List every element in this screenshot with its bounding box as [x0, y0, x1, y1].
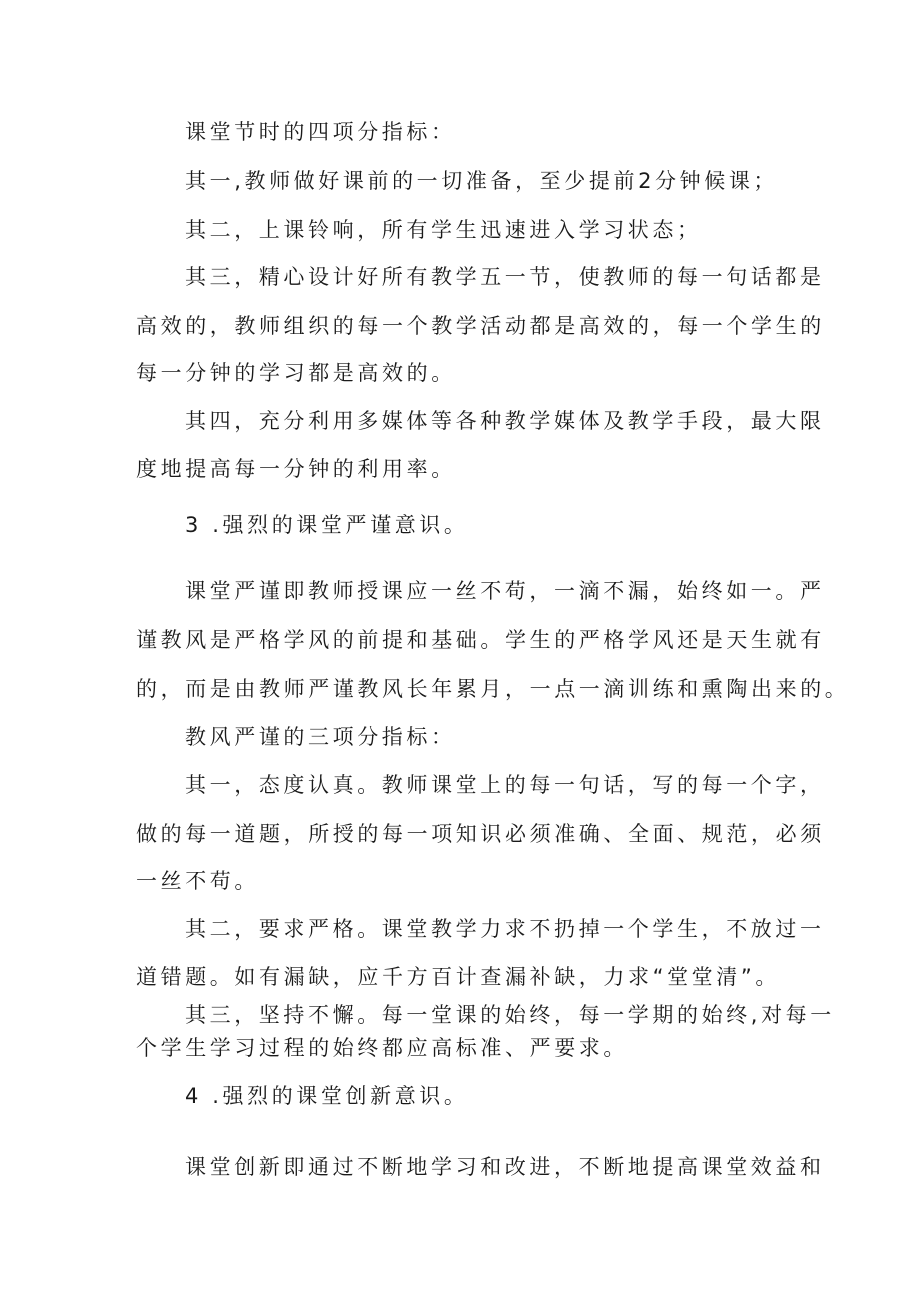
paragraph-line: 其二，上课铃响，所有学生迅速进入学习状态；: [185, 218, 702, 242]
paragraph-line: 其一,教师做好课前的一切准备，至少提前2分钟候课；: [185, 169, 779, 193]
paragraph-line: 其三，坚持不懈。每一堂课的始终，每一学期的始终,对每一: [185, 1003, 835, 1027]
paragraph-line: 度地提高每一分钟的利用率。: [136, 457, 456, 481]
paragraph-line: 每一分钟的学习都是高效的。: [136, 361, 456, 385]
paragraph-line: 高效的，教师组织的每一个教学活动都是高效的，每一个学生的: [136, 314, 825, 338]
paragraph-line: 其二，要求严格。课堂教学力求不扔掉一个学生，不放过一: [185, 917, 825, 941]
paragraph-line: 的，而是由教师严谨教风长年累月，一点一滴训练和熏陶出来的。: [136, 677, 850, 701]
paragraph-line: 课堂节时的四项分指标：: [185, 120, 456, 144]
paragraph-line: 课堂严谨即教师授课应一丝不苟，一滴不漏，始终如一。严: [185, 579, 825, 603]
paragraph-line: 个学生学习过程的始终都应高标准、严要求。: [136, 1036, 628, 1060]
paragraph-line: 其四，充分利用多媒体等各种教学媒体及教学手段，最大限: [185, 409, 825, 433]
section-heading: 3 .强烈的课堂严谨意识。: [185, 513, 469, 537]
paragraph-line: 做的每一道题，所授的每一项知识必须准确、全面、规范，必须: [136, 822, 825, 846]
paragraph-line: 道错题。如有漏缺，应千方百计查漏补缺，力求“堂堂清”。: [136, 965, 780, 989]
section-heading: 4 .强烈的课堂创新意识。: [185, 1084, 469, 1108]
paragraph-line: 课堂创新即通过不断地学习和改进，不断地提高课堂效益和: [185, 1155, 825, 1179]
paragraph-line: 其一，态度认真。教师课堂上的每一句话，写的每一个字，: [185, 773, 825, 797]
paragraph-line: 其三，精心设计好所有教学五一节，使教师的每一句话都是: [185, 265, 825, 289]
paragraph-line: 一丝不苟。: [136, 869, 259, 893]
paragraph-line: 谨教风是严格学风的前提和基础。学生的严格学风还是天生就有: [136, 628, 825, 652]
paragraph-line: 教风严谨的三项分指标：: [185, 725, 456, 749]
